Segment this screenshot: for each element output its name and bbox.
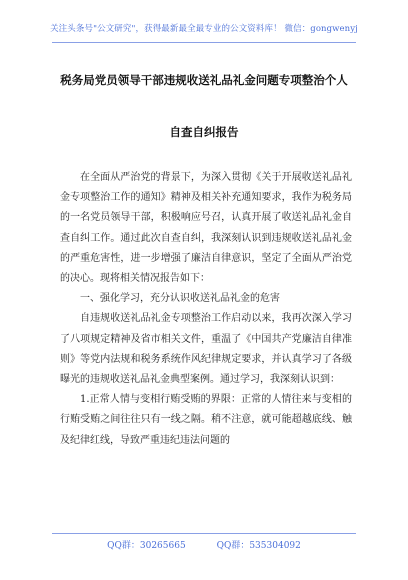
document-title-line-2: 自查自纠报告 <box>169 125 239 139</box>
document-title-line-1: 税务局党员领导干部违规收送礼品礼金问题专项整治个人 <box>60 73 348 87</box>
section-heading-1: 一、强化学习，充分认识收送礼品礼金的危害 <box>80 293 280 305</box>
footer-qq-group-1: QQ群：30265665 <box>107 541 186 551</box>
paragraph-study: 自违规收送礼品礼金专项整治工作启动以来，我再次深入学习了八项规定精神及省市相关文件，重温了《中国共产党廉洁自律准则》等党内法规和税务系统作风纪律规定要求，并认真学习了各级曝光的违规收送礼品礼金典型案例。通过学习，我深刻认识到： <box>60 313 352 386</box>
footer <box>0 538 408 551</box>
header-divider <box>52 42 356 43</box>
paragraph-point-1: 1.正常人情与变相行贿受贿的界限：正常的人情往来与变相的行贿受贿之间往往只有一线之隔。稍不注意，就可能超越底线、触及纪律红线，导致严重违纪违法问题的 <box>60 394 352 446</box>
footer-divider <box>52 533 356 534</box>
document-body <box>60 168 352 451</box>
paragraph-intro: 在全面从严治党的背景下，为深入贯彻《关于开展收送礼品礼金专项整治工作的通知》精神及相关补充通知要求，我作为税务局的一名党员领导干部，积极响应号召，认真开展了收送礼品礼金自查自纠工作。通过此次自查自纠，我深刻认识到违规收送礼品礼金的严重危害性，进一步增强了廉洁自律意识，坚定了全面从严治党的决心。现将相关情况报告如下： <box>60 172 352 285</box>
footer-qq-group-2: QQ群：535304092 <box>216 541 301 551</box>
header-banner: 关注头条号"公文研究"，获得最新最全最专业的公文资料库！ 微信：gongwenyj <box>50 24 358 34</box>
